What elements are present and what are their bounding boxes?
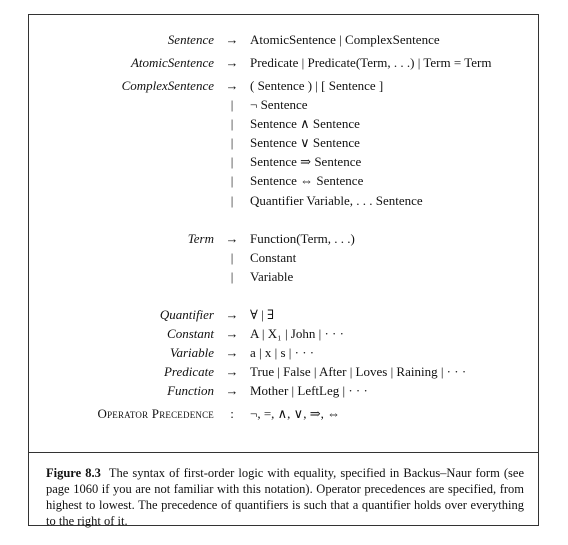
operator-precedence-label: Operator Precedence	[97, 406, 214, 421]
rule-lhs-term: Term	[187, 231, 214, 246]
figure-caption-text: The syntax of first-order logic with equality, specified in Backus–Naur form (see page 1060 if you are not familiar with this notation). Operator precedences are specified, from highest to lowest. The precedence of quantifiers is such that a quantifier holds over everything to the right of it.	[46, 466, 524, 528]
rule-rhs-term: Function(Term, . . .)	[250, 231, 355, 246]
rule-arrow: →	[225, 307, 239, 322]
rule-rhs-variable: a | x | s | · · ·	[250, 345, 315, 360]
rule-lhs-atomic-sentence: AtomicSentence	[130, 55, 214, 70]
rule-alt-conjunction: Sentence ∧ Sentence	[250, 116, 360, 131]
rule-alt-variable: Variable	[250, 269, 294, 284]
figure-label: Figure 8.3	[46, 466, 101, 480]
rule-alt-disjunction: Sentence ∨ Sentence	[250, 135, 360, 150]
rule-rhs-predicate: True | False | After | Loves | Raining | · · ·	[250, 364, 467, 379]
rule-rhs-quantifier: ∀ | ∃	[250, 307, 275, 322]
rule-alt-quantified: Quantifier Variable, . . . Sentence	[250, 193, 423, 208]
alternative-bar: |	[230, 135, 234, 150]
rule-arrow: →	[225, 345, 239, 360]
rule-alt-biconditional: Sentence ⇔ Sentence	[250, 173, 364, 188]
alternative-bar: |	[230, 269, 234, 284]
rule-rhs-atomic-sentence: Predicate | Predicate(Term, . . .) | Term = Term	[250, 55, 492, 70]
rule-rhs-complex-sentence: ( Sentence ) | [ Sentence ]	[250, 78, 384, 93]
rule-lhs-constant: Constant	[167, 326, 214, 341]
alternative-bar: |	[230, 173, 234, 188]
alternative-bar: |	[230, 116, 234, 131]
rule-arrow: →	[225, 32, 239, 47]
operator-precedence-list: ¬, =, ∧, ∨, ⇒, ⇔	[250, 406, 341, 421]
rule-rhs-function: Mother | LeftLeg | · · ·	[250, 383, 368, 398]
figure-caption	[46, 465, 524, 529]
alternative-bar: |	[230, 97, 234, 112]
rule-arrow: →	[225, 364, 239, 379]
rule-lhs-complex-sentence: ComplexSentence	[121, 78, 214, 93]
rule-lhs-function: Function	[167, 383, 214, 398]
rule-lhs-predicate: Predicate	[163, 364, 214, 379]
rule-lhs-sentence: Sentence	[167, 32, 214, 47]
rule-arrow: →	[225, 78, 239, 93]
rule-arrow: →	[225, 326, 239, 341]
caption-divider	[28, 452, 539, 453]
rule-lhs-variable: Variable	[169, 345, 214, 360]
rule-alt-negation: ¬ Sentence	[250, 97, 308, 112]
precedence-colon: :	[230, 406, 234, 421]
rule-alt-constant: Constant	[250, 250, 297, 265]
rule-alt-implication: Sentence ⇒ Sentence	[250, 154, 362, 169]
rule-arrow: →	[225, 383, 239, 398]
rule-lhs-quantifier: Quantifier	[159, 307, 214, 322]
rule-arrow: →	[225, 231, 239, 246]
alternative-bar: |	[230, 154, 234, 169]
alternative-bar: |	[230, 193, 234, 208]
alternative-bar: |	[230, 250, 234, 265]
rule-rhs-constant: A | X₁ | John | · · ·	[250, 326, 344, 341]
rule-arrow: →	[225, 55, 239, 70]
rule-rhs-sentence: AtomicSentence | ComplexSentence	[250, 32, 440, 47]
